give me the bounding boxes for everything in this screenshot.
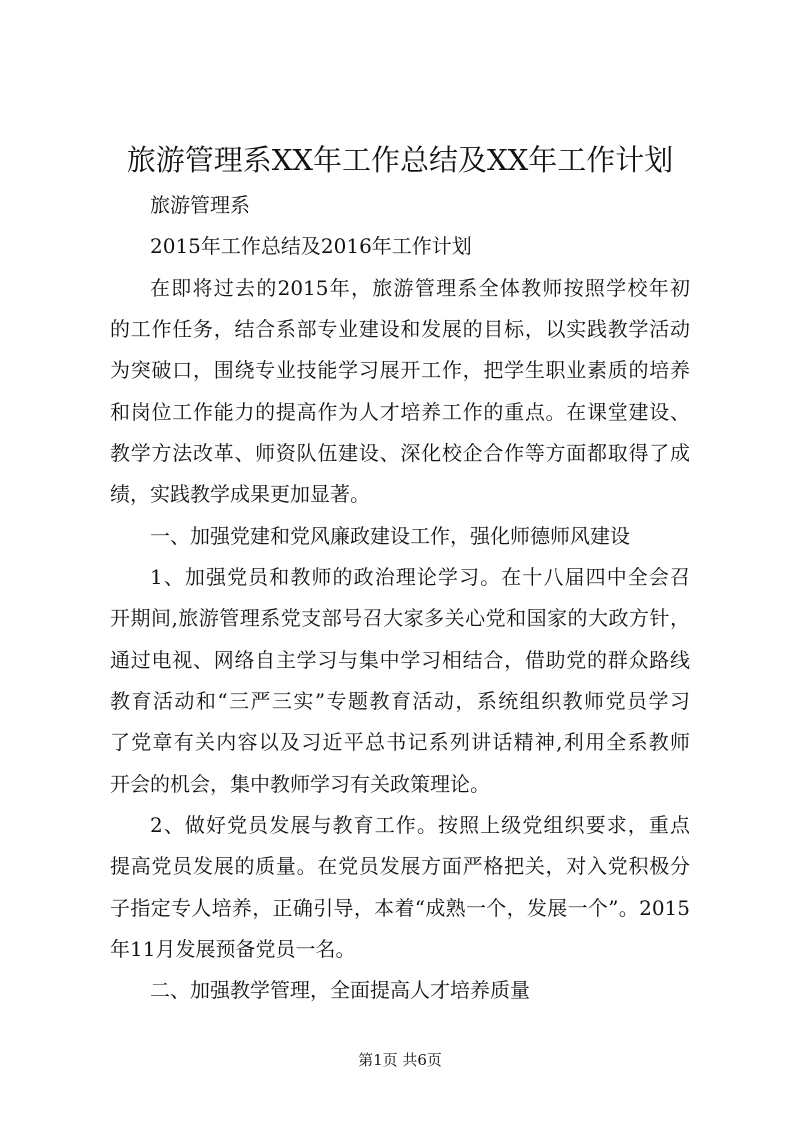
paragraph-line: 为突破口，围绕专业技能学习展开工作，把学生职业素质的培养 xyxy=(110,358,690,382)
paragraph-line: 的工作任务，结合系部专业建设和发展的目标，以实践教学活动 xyxy=(110,317,690,341)
paragraph-line: 在即将过去的2015年，旅游管理系全体教师按照学校年初 xyxy=(150,276,690,300)
paragraph-line: 子指定专人培养，正确引导，本着“成熟一个，发展一个”。2015 xyxy=(110,896,690,920)
paragraph-line: 教育活动和“三严三实”专题教育活动，系统组织教师党员学习 xyxy=(110,689,690,713)
paragraph-line: 教学方法改革、师资队伍建设、深化校企合作等方面都取得了成 xyxy=(110,441,690,465)
paragraph-line: 绩，实践教学成果更加显著。 xyxy=(110,482,370,506)
subtitle-line: 2015年工作总结及2016年工作计划 xyxy=(150,234,472,258)
page-number: 第1页 共6页 xyxy=(358,1051,442,1069)
paragraph-line: 1、加强党员和教师的政治理论学习。在十八届四中全会召 xyxy=(150,565,690,589)
paragraph-line: 了党章有关内容以及习近平总书记系列讲话精神,利用全系教师 xyxy=(110,730,690,754)
paragraph-line: 提高党员发展的质量。在党员发展方面严格把关，对入党积极分 xyxy=(110,854,690,878)
paragraph-line: 和岗位工作能力的提高作为人才培养工作的重点。在课堂建设、 xyxy=(110,400,690,424)
paragraph-line: 开会的机会，集中教师学习有关政策理论。 xyxy=(110,772,490,796)
section-heading: 一、加强党建和党风廉政建设工作，强化师德师风建设 xyxy=(150,524,630,548)
document-title: 旅游管理系XX年工作总结及XX年工作计划 xyxy=(126,143,674,177)
section-heading: 二、加强教学管理，全面提高人才培养质量 xyxy=(150,978,530,1002)
paragraph-line: 通过电视、网络自主学习与集中学习相结合，借助党的群众路线 xyxy=(110,648,690,672)
paragraph-line: 年11月发展预备党员一名。 xyxy=(110,937,356,961)
paragraph-line: 开期间,旅游管理系党支部号召大家多关心党和国家的大政方针， xyxy=(110,606,690,630)
department-line: 旅游管理系 xyxy=(150,193,250,217)
paragraph-line: 2、做好党员发展与教育工作。按照上级党组织要求，重点 xyxy=(150,813,690,837)
